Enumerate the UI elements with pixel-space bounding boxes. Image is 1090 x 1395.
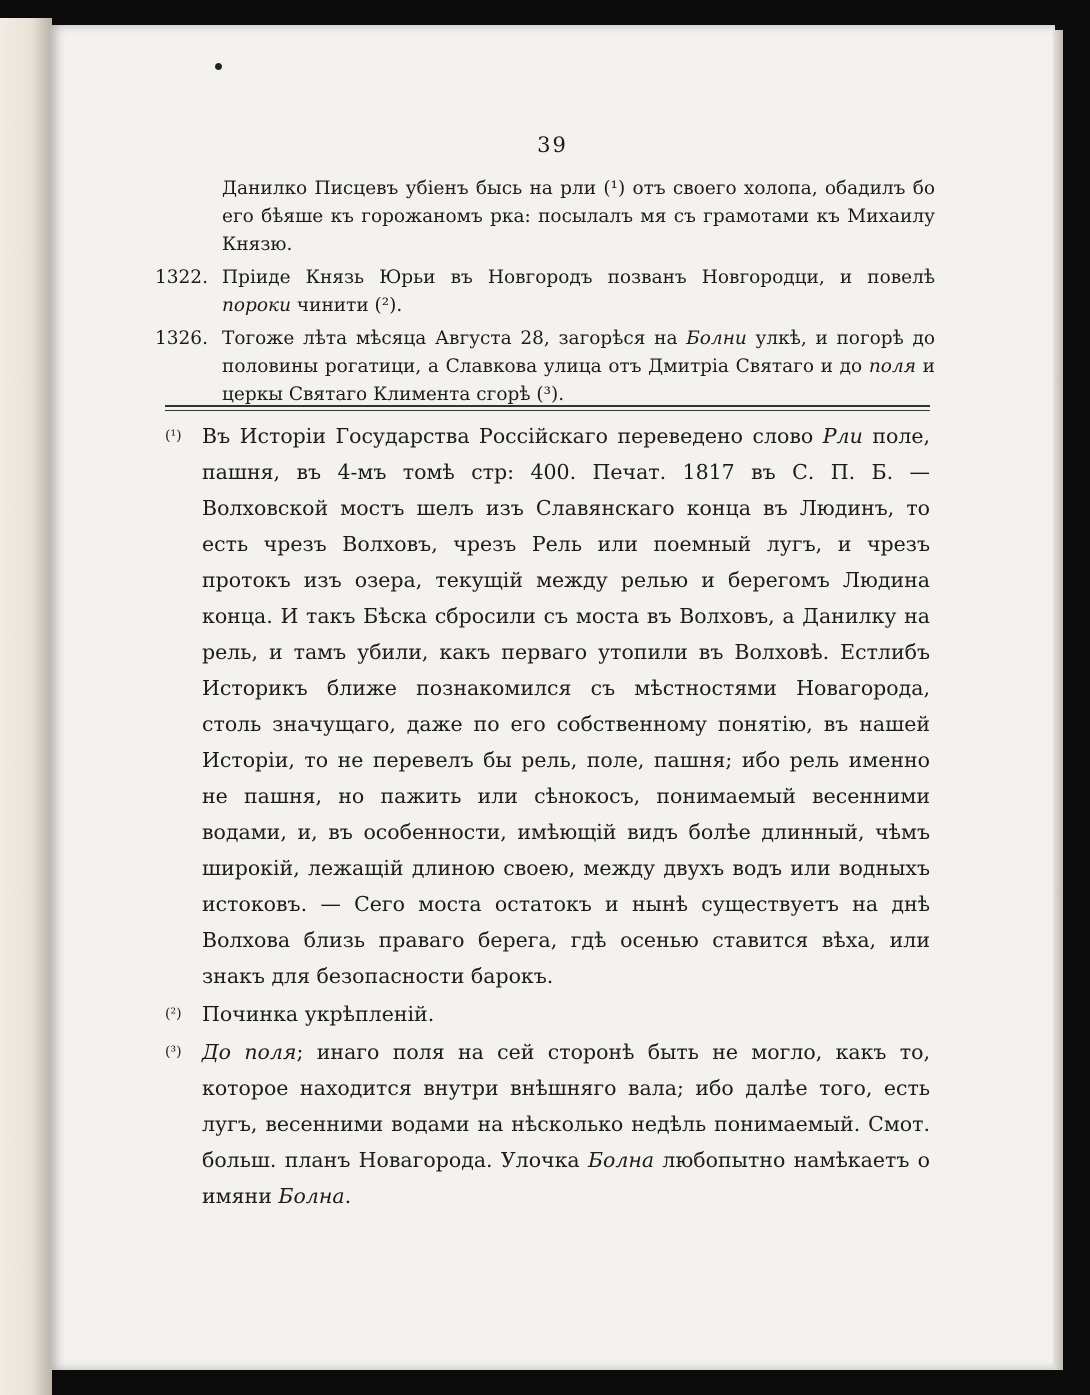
page-number: 39 [537, 133, 568, 157]
chronicle-entry-text: Тогоже лѣта мѣсяца Августа 28, загорѣся на [222, 328, 687, 349]
chronicle-entry [155, 325, 935, 409]
footnote-text: Починка укрѣпленій. [202, 1002, 435, 1026]
footnotes [165, 418, 930, 1216]
chronicle-entry [155, 264, 935, 320]
chronicle-emphasis: Болни [686, 328, 747, 349]
page-edge [1053, 30, 1063, 1370]
chronicle-entry-text: улкѣ, и погорѣ до половины рогатици, а Славкова улица отъ Дмитріа Святаго и до [222, 328, 935, 377]
divider-rule [165, 410, 930, 411]
footnote [165, 996, 930, 1032]
chronicle-entry-text: чинити (²). [291, 295, 403, 316]
footnote-text: поле, пашня, въ 4-мъ томѣ стр: 400. Печат. 1817 въ С. П. Б. — Волховской мостъ шелъ изъ Славянскаго конца въ Людинъ, то есть чрезъ Волховъ, чрезъ Рель или поемный лугъ, и чрезъ протокъ изъ озера, текущій между релью и берегомъ Людина конца. И такъ Бѣска сбросили съ моста въ Волховъ, а Данилку на рель, и тамъ убили, какъ перваго утопили въ Волховѣ. Естлибъ Историкъ ближе познакомился съ мѣстностями Новагорода, столь значущаго, даже по его собственному понятію, въ нашей Исторіи, то не перевелъ бы рель, поле, пашня; ибо рель именно не пашня, но пажить или сѣнокосъ, понимаемый весенними водами, и, въ особенности, имѣющій видъ болѣе длинный, чѣмъ широкій, лежащій длиною своею, между двухъ водъ или водныхъ истоковъ. — Сего моста остатокъ и нынѣ существуетъ на днѣ Волхова близь праваго берега, гдѣ осенью ставится вѣха, или знакъ для безопасности барокъ. [202, 424, 930, 988]
chronicle-year: 1326. [155, 328, 208, 349]
chronicle-entry-text: и церкы Святаго Климента сгорѣ (³). [222, 356, 935, 405]
chronicle-text [155, 175, 935, 414]
book-page [50, 25, 1055, 1370]
footnote-mark: (²) [165, 1006, 182, 1022]
footnote-emphasis: Болна [587, 1148, 655, 1172]
footnote-text: Въ Исторіи Государства Россійскаго переведено слово [202, 424, 823, 448]
chronicle-emphasis: пороки [222, 295, 291, 316]
chronicle-entry-text: Пріиде Князь Юрьи въ Новгородъ позванъ Новгородци, и повелѣ [222, 267, 935, 288]
left-page-edge [0, 18, 52, 1395]
footnote-text: . [344, 1184, 352, 1208]
footnote-text: ; инаго поля на сей сторонѣ быть не могло, какъ то, которое находится внутри внѣшняго вала; ибо далѣе того, есть лугъ, весенними водами на нѣсколько недѣль понимаемый. Смот. больш. планъ Новагорода. Улочка [202, 1040, 931, 1172]
footnote-emphasis: Болна [278, 1184, 345, 1208]
footnote-mark: (¹) [165, 428, 182, 444]
footnote [165, 418, 930, 994]
chronicle-year: 1322. [155, 267, 208, 288]
footnote-text: любопытно намѣкаетъ о имяни [202, 1148, 931, 1208]
chronicle-entry-text: Данилко Писцевъ убіенъ бысь на рли (¹) отъ своего холопа, обадилъ бо его бѣяше къ горожаномъ рка: посылалъ мя съ грамотами къ Михаилу Князю. [222, 178, 935, 255]
footnote [165, 1034, 930, 1214]
ink-spot [215, 63, 222, 70]
footnote-emphasis: До поля [202, 1040, 297, 1064]
footnote-mark: (³) [165, 1044, 182, 1060]
divider-rule [165, 405, 930, 407]
footnote-emphasis: Рли [822, 424, 863, 448]
chronicle-emphasis: поля [868, 356, 916, 377]
chronicle-entry [155, 175, 935, 259]
